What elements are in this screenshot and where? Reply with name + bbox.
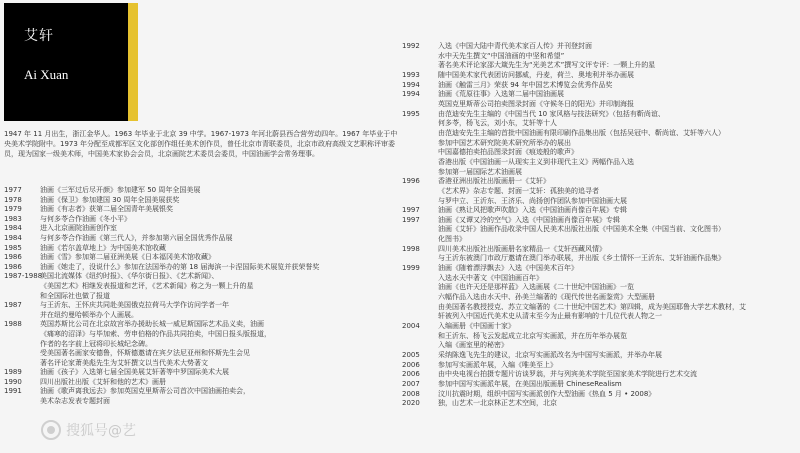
timeline-entry [402, 158, 797, 168]
entry-year: 1991 [4, 387, 22, 396]
entry-year [402, 254, 438, 264]
entry-text: 油画《也许天还是那样蓝》入选画展《二十世纪中国油画》一览 [438, 283, 634, 292]
entry-text: 四川美术出版社出版画册名家精品一《艾轩西藏风情》 [438, 244, 606, 253]
timeline-entry [4, 397, 404, 407]
entry-year [402, 139, 438, 149]
entry-year: 2004 [402, 322, 420, 331]
timeline-entry [402, 293, 797, 303]
timeline-entry [402, 322, 797, 332]
entry-text: 四川出版社出版《艾轩和他的艺术》画册 [40, 377, 166, 386]
entry-year [402, 293, 438, 303]
timeline-entry [4, 263, 404, 273]
entry-text: 《艺术界》杂志专题、封面一艾轩：孤独美的追寻者 [438, 186, 599, 195]
entry-text: 受美国著名画家安德鲁，怀斯德邀请在宾夕法尼亚州和怀斯先生会见 [40, 349, 250, 358]
timeline-entry [4, 186, 404, 196]
entry-text: 油画《雪》参加第二届亚洲美展《日本福冈美术馆收藏》 [40, 253, 215, 262]
timeline-entry [402, 110, 797, 120]
entry-text: 汶川抗震时期，组织中国写实画派创作大型油画《热血 5 月 • 2008》 [438, 389, 656, 398]
timeline-entry [402, 42, 797, 52]
entry-text: 水中天先生撰文“中国油画的中坚和希望” [438, 51, 565, 60]
timeline-entry [4, 282, 404, 292]
entry-text: 由中央电视台拍摄专题片访谈罗翁，并与列宾美术学院至国家美术学院进行艺术交流 [438, 370, 697, 379]
timeline-entry [402, 303, 797, 313]
timeline-entry [402, 206, 797, 216]
timeline-entry [4, 368, 404, 378]
entry-text: 作者的名字前上冠将印长城纪念碑。 [40, 339, 152, 348]
entry-year: 1984 [4, 224, 22, 233]
title-block [4, 3, 128, 121]
entry-text: 油画《又谭又冷的空气》入选《中国油画肖像百年展》专辑 [438, 215, 620, 224]
entry-year [402, 235, 438, 245]
timeline-entry [4, 320, 404, 330]
entry-year: 1994 [402, 90, 420, 99]
timeline-entry [402, 119, 797, 129]
watermark-text: 搜狐号@艺 [66, 423, 136, 439]
entry-text: 独，山艺术一北京林正艺术空间，北京 [438, 399, 557, 408]
entry-year [402, 100, 438, 110]
timeline-entry [4, 244, 404, 254]
entry-text: 化图书》 [438, 235, 466, 244]
timeline-entry [402, 168, 797, 178]
entry-year [4, 292, 40, 302]
entry-year: 1992 [402, 42, 420, 50]
entry-text: 油画《歌声离我远去》参加英国克里斯蒂公司首次中国油画拍卖会， [40, 387, 250, 396]
entry-text: 油画《熟让风把歌声吹散》入选《中国油画肖像百年展》专辑 [438, 206, 627, 215]
entry-year: 1998 [402, 244, 420, 253]
timeline-entry [402, 361, 797, 371]
entry-year [4, 340, 40, 350]
entry-year [402, 187, 438, 197]
timeline-entry [4, 349, 404, 359]
timeline-entry [402, 148, 797, 158]
timeline-entry [402, 264, 797, 274]
timeline-right-column [402, 42, 797, 409]
timeline-entry [402, 177, 797, 187]
entry-year [4, 311, 40, 321]
entry-year [4, 397, 40, 407]
gold-accent-bar [128, 3, 138, 121]
entry-text: 美术杂志发表专题封面 [40, 397, 110, 406]
timeline-entry [4, 359, 404, 369]
timeline-entry [402, 254, 797, 264]
entry-text: 中国嘉德拍卖拍品图录封面《痕迹般的歌声》 [438, 148, 578, 157]
timeline-entry [4, 387, 404, 397]
entry-year [402, 274, 438, 284]
timeline-entry [402, 390, 797, 400]
entry-year: 1997 [402, 206, 420, 215]
entry-year: 2005 [402, 351, 420, 359]
timeline-entry [402, 81, 797, 91]
biography-intro: 1947 年 11 月出生，浙江金华人。1963 年毕业于北京 39 中学。1967-1973 年河北蔚县西合营劳动四年。1967 年毕业于中央美术学院附中。1973 年分配至成都军区文化部创作组任美术创作员，曾任北京市青联委员，北京市政府高级文艺职称评审委员，现为国家一级美术师，中国美术家协会会员，北京画院艺术委员会委员，中国油画学会常务理事。 [4, 130, 398, 158]
entry-year: 1996 [402, 177, 420, 186]
sohu-logo-icon [41, 420, 61, 440]
entry-year: 1995 [402, 109, 420, 118]
entry-text: 与何多苓合作油画《第三代人》，并参加第六届全国优秀作品展 [40, 233, 233, 242]
entry-year: 1993 [402, 70, 420, 79]
artist-name-en: Ai Xuan [24, 67, 69, 82]
entry-year: 2007 [402, 379, 420, 388]
entry-year [402, 197, 438, 207]
timeline-entry [402, 283, 797, 293]
entry-text: 与王沂东被澳门市政厅邀请在澳门举办联展，并出版《乡土情怀一王沂东、艾轩油画作品集》 [438, 254, 725, 263]
entry-text: 六幅作品入选由水天中、孙美兰编著的《现代传世名画鉴赏》大型画册 [438, 293, 655, 302]
entry-text: 油画《有志者》获第二届全国青年美展银奖 [40, 205, 173, 214]
timeline-entry [4, 234, 404, 244]
entry-year [4, 359, 40, 369]
timeline-entry [402, 341, 797, 351]
entry-text: 油画《触雷三月》荣获 94 年中国艺术博览会优秀作品奖 [438, 80, 613, 89]
timeline-entry [402, 61, 797, 71]
entry-text: 香港出版《中国油画一从现实主义到非现代主义》两幅作品入选 [438, 157, 634, 166]
timeline-entry [402, 197, 797, 207]
entry-text: 参加中国写实画派年展，在美国出版画册 ChineseRealism [438, 379, 622, 388]
timeline-left-column [4, 186, 404, 407]
timeline-entry [4, 205, 404, 215]
entry-text: 油画《若尔盖草地上》为中国美术馆收藏 [40, 243, 166, 252]
entry-text: 由范迪安先生主编的首批中国油画有限印刷作品集出版（包括吴冠中、靳尚谊、艾轩等六人） [438, 128, 725, 137]
entry-year: 2006 [402, 360, 420, 369]
entry-text: 香港亚洲出版社出版画册一《艾轩》 [438, 177, 550, 186]
timeline-entry [402, 225, 797, 235]
artist-name-cn: 艾轩 [24, 28, 54, 44]
entry-text: 油画《荒原往事》入选第二届中国油画展 [438, 90, 564, 99]
entry-text: 进入北京画院油画创作室 [40, 224, 117, 233]
entry-text: 《痛寒的沼泽》与毕加索、劳申伯格的作品共同拍卖，中国日报头版报道， [40, 329, 271, 338]
entry-year: 1979 [4, 205, 22, 214]
entry-text: 由美国著名教授授克、苏立文编著的《二十世纪中国艺术》第四辑，成为美国耶鲁大学艺术教材，艾 [438, 302, 746, 311]
entry-text: 何多苓，杨飞云，刘小东，艾轩等十人 [438, 119, 557, 128]
timeline-entry [4, 301, 404, 311]
timeline-entry [4, 340, 404, 350]
entry-text: 和王沂东、杨飞云发起成立北京写实画派，并在历年举办展览 [438, 331, 627, 340]
timeline-entry [402, 351, 797, 361]
entry-year [402, 225, 438, 235]
timeline-entry [402, 380, 797, 390]
entry-year [4, 330, 40, 340]
entry-text: 参加第一届国际艺术油画展 [438, 167, 522, 176]
entry-year: 1984 [4, 233, 22, 242]
entry-text: 轩被列入中国近代美术史从清末至今为止最有影响的十几位代表人物之一 [438, 312, 662, 321]
entry-text: 入编画册《中国画十家》 [438, 322, 515, 331]
timeline-entry [4, 253, 404, 263]
entry-year [402, 303, 438, 313]
timeline-entry [4, 330, 404, 340]
entry-text: 采纳陈逸飞先生的建议，北京写实画派改名为中国写实画派，并举办年展 [438, 351, 662, 359]
timeline-entry [4, 292, 404, 302]
entry-year: 1983 [4, 214, 22, 223]
entry-text: 油画《随着漂浮飘去》入选《中国美术百年》 [438, 264, 578, 273]
entry-year [402, 283, 438, 293]
entry-year: 1989 [4, 368, 22, 377]
timeline-entry [402, 245, 797, 255]
entry-year [402, 341, 438, 351]
entry-text: 入选水天中著文《中国油画百年》 [438, 273, 543, 282]
entry-year: 1987 [4, 301, 22, 310]
entry-year: 1978 [4, 195, 22, 204]
entry-year: 1988 [4, 320, 22, 329]
entry-text: 与何多苓合作油画《冬小平》 [40, 214, 131, 223]
entry-year: 1990 [4, 377, 22, 386]
entry-year [402, 129, 438, 139]
entry-text: 英国克里斯蒂公司拍卖图录封面《守候冬日的阳光》并印制海报 [438, 99, 634, 108]
entry-year [402, 119, 438, 129]
entry-text: 由范迪安先生主编的《中国当代 10 家风格与技法研究》（包括有靳尚谊、 [438, 109, 665, 118]
entry-year: 1985 [4, 243, 22, 252]
entry-year [4, 282, 40, 292]
timeline-entry [4, 272, 404, 282]
entry-text: 油画《艾轩》油画作品收录中国人民美术出版社出版《中国美术全集（中国当前、文化图书） [438, 225, 725, 234]
entry-text: 油画《三军过后尽开颜》参加建军 50 周年全国美展 [40, 186, 201, 194]
timeline-entry [402, 274, 797, 284]
entry-year: 1997 [402, 215, 420, 224]
timeline-entry [4, 196, 404, 206]
timeline-entry [402, 370, 797, 380]
entry-year: 1977 [4, 186, 22, 194]
entry-text: 《美国艺术》相继发表报道和艺评，《艺术新闻》称之为一颗上升的星 [40, 281, 254, 290]
entry-year: 1987-1988 [4, 272, 43, 281]
entry-text: 与罗中立、王沂东、王济乐、尚扬创作团队参加中国油画大展 [438, 196, 627, 205]
entry-year [402, 168, 438, 178]
entry-text: 入编《画室里的秘密》 [438, 341, 508, 350]
timeline-entry [402, 52, 797, 62]
entry-year: 2020 [402, 399, 420, 408]
entry-text: 美国北流媒体《纽约时报》、《华尔街日报》、《艺术新闻》、 [40, 272, 219, 281]
entry-text: 随中国美术家代表团访问挪威，丹麦，荷兰、奥地利并举办画展 [438, 70, 634, 79]
entry-text: 与王沂东、王怀庆共同赴美国俄克拉荷马大学作访问学者一年 [40, 301, 229, 310]
entry-year: 2008 [402, 389, 420, 398]
watermark [41, 420, 136, 440]
entry-year: 1999 [402, 264, 420, 273]
timeline-entry [402, 235, 797, 245]
entry-text: 并在纽约曼哈顿举办个人画展。 [40, 310, 138, 319]
entry-year [4, 349, 40, 359]
entry-year: 1986 [4, 262, 22, 271]
entry-year: 2006 [402, 370, 420, 379]
entry-year: 1994 [402, 80, 420, 89]
timeline-entry [4, 215, 404, 225]
timeline-entry [402, 139, 797, 149]
timeline-entry [4, 311, 404, 321]
timeline-entry [402, 312, 797, 322]
entry-text: 参加写实画派年展，入编《唯美至上》 [438, 360, 557, 369]
entry-text: 著名美术评论家邵大箴先生为“光美艺术”撰写文评专评：一颗上升的星 [438, 61, 656, 70]
entry-year: 1986 [4, 253, 22, 262]
timeline-entry [402, 332, 797, 342]
entry-text: 油画《孩子》入选第七届全国美展艾轩著等中罗国际美术大展 [40, 368, 229, 377]
entry-text: 入选《中国大陆中青代美术家百人传》并刊登封面 [438, 42, 592, 50]
entry-year [402, 332, 438, 342]
entry-text: 著名评论家萧美彪先生为艾轩撰文以当代美术大势著文 [40, 358, 208, 367]
entry-text: 和全国际社也做了报道 [40, 291, 110, 300]
entry-text: 参加中国艺术研究院美术研究所举办的展出 [438, 138, 571, 147]
timeline-entry [402, 399, 797, 409]
entry-text: 油画《保卫》参加建国 30 周年全国美展获奖 [40, 195, 180, 204]
timeline-entry [402, 187, 797, 197]
timeline-entry [402, 90, 797, 100]
timeline-entry [402, 71, 797, 81]
timeline-entry [4, 378, 404, 388]
entry-text: 英国苏斯比公司在北京故宫举办援助长城一威尼斯国际艺术品义卖，油画 [40, 320, 264, 329]
timeline-entry [4, 224, 404, 234]
entry-year [402, 52, 438, 62]
entry-year [402, 158, 438, 168]
entry-year [402, 312, 438, 322]
timeline-entry [402, 216, 797, 226]
entry-year [402, 148, 438, 158]
timeline-entry [402, 100, 797, 110]
timeline-entry [402, 129, 797, 139]
entry-year [402, 61, 438, 71]
entry-text: 油画《她走了，没说什么》参加在法国举办的第 18 届海滨一卡涅国际美术展览并获荣誉奖 [40, 262, 320, 271]
